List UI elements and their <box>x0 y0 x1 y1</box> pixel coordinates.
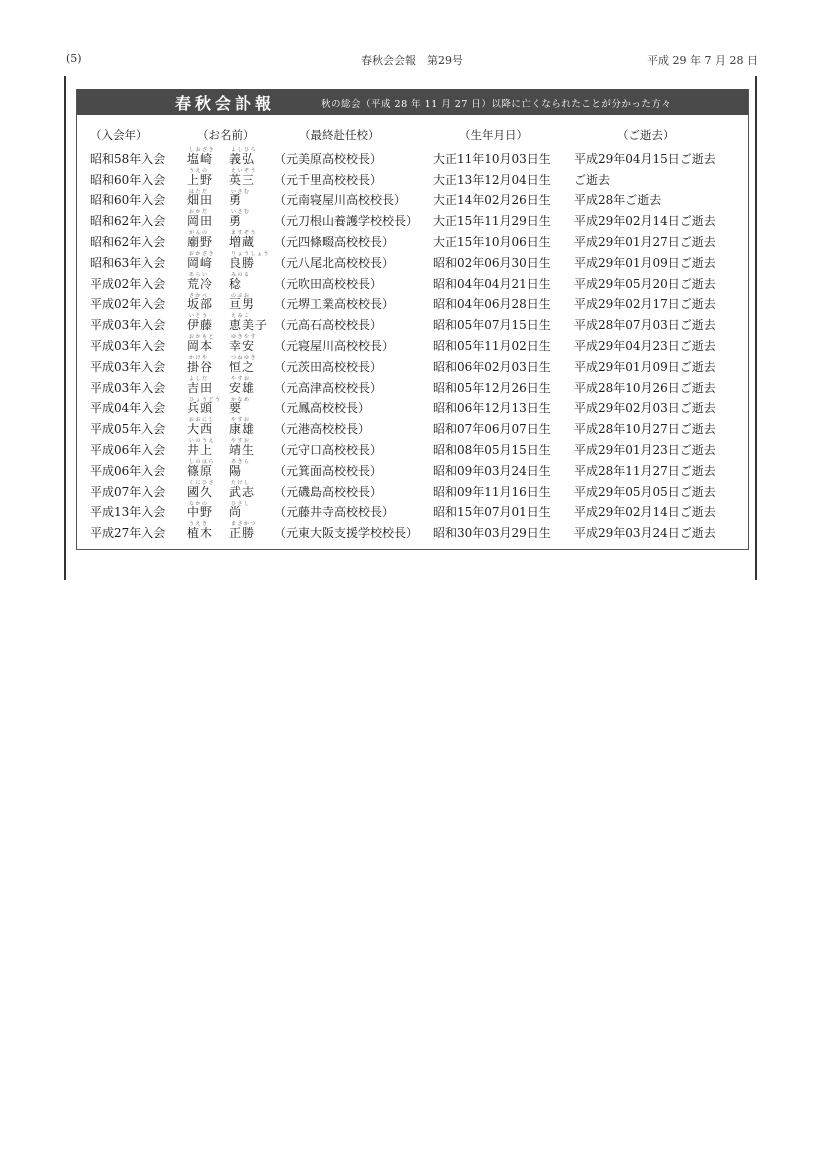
family-name: 岡﨑 <box>187 255 214 270</box>
family-name-reading: おかもと <box>189 334 216 341</box>
final-school: （元美原高校校長） <box>274 151 383 166</box>
given-name: 要 <box>229 401 243 416</box>
join-year: 平成02年入会 <box>90 276 166 291</box>
given-name: 靖生 <box>229 442 256 457</box>
death-date: 平成28年11月27日ご逝去 <box>574 463 716 478</box>
join-year: 平成04年入会 <box>90 401 166 416</box>
family-name-reading: くにひさ <box>189 479 216 486</box>
obituary-row <box>77 230 748 251</box>
final-school: （元千里高校校長） <box>274 172 383 187</box>
join-year: 昭和60年入会 <box>90 193 166 208</box>
given-name-reading: いさむ <box>231 209 251 216</box>
join-year: 平成06年入会 <box>90 442 166 457</box>
given-name-reading: りょうしょう <box>231 250 271 257</box>
final-school: （元八尾北高校校長） <box>274 255 395 270</box>
birth-date: 昭和09年03月24日生 <box>433 463 551 478</box>
family-name-reading: はただ <box>189 188 209 195</box>
death-date: 平成29年04月23日ご逝去 <box>574 338 716 353</box>
death-date: 平成29年01月09日ご逝去 <box>574 359 716 374</box>
family-name: 兵頭 <box>187 401 214 416</box>
family-name: 畑田 <box>187 193 214 208</box>
given-name: 陽 <box>229 463 243 478</box>
join-year: 平成13年入会 <box>90 505 166 520</box>
family-name-reading: いとう <box>189 313 209 320</box>
birth-date: 昭和06年02月03日生 <box>433 359 551 374</box>
given-name: 英三 <box>229 172 256 187</box>
given-name-reading: みのる <box>231 271 251 278</box>
family-name: 國久 <box>187 484 214 499</box>
join-year: 平成07年入会 <box>90 484 166 499</box>
column-header-name: （お名前） <box>197 128 255 142</box>
family-name-reading: うえき <box>189 521 209 528</box>
final-school: （元守口高校校長） <box>274 442 383 457</box>
given-name: 幸安 <box>229 338 256 353</box>
column-header-school: （最終赴任校） <box>299 128 380 142</box>
family-name-reading: うえの <box>189 167 209 174</box>
family-name-reading: さかべ <box>189 292 209 299</box>
family-name-reading: しのはら <box>189 458 216 465</box>
birth-date: 昭和07年06月07日生 <box>433 422 551 437</box>
given-name: 正勝 <box>229 526 256 541</box>
family-name-reading: いのうえ <box>189 438 216 445</box>
death-date: 平成29年02月03日ご逝去 <box>574 401 716 416</box>
death-date: 平成29年01月09日ご逝去 <box>574 255 716 270</box>
family-name: 塩崎 <box>187 151 214 166</box>
given-name-reading: つねゆき <box>231 354 258 361</box>
column-header-birth: （生年月日） <box>459 128 528 142</box>
given-name-reading: よしひろ <box>231 147 258 153</box>
birth-date: 大正11年10月03日生 <box>433 151 551 166</box>
family-name: 廟野 <box>187 234 214 249</box>
birth-date: 昭和06年12月13日生 <box>433 401 551 416</box>
final-school: （元刀根山養護学校校長） <box>274 214 419 229</box>
join-year: 昭和62年入会 <box>90 234 166 249</box>
birth-date: 昭和15年07月01日生 <box>433 505 551 520</box>
given-name-reading: たけし <box>231 479 251 486</box>
given-name-reading: ますぞう <box>231 230 258 237</box>
final-school: （元高津高校校長） <box>274 380 383 395</box>
given-name: 義弘 <box>229 151 256 166</box>
birth-date: 昭和05年11月02日生 <box>433 338 551 353</box>
join-year: 平成02年入会 <box>90 297 166 312</box>
join-year: 平成06年入会 <box>90 463 166 478</box>
birth-date: 昭和04年06月28日生 <box>433 297 551 312</box>
given-name-reading: やすお <box>231 438 251 445</box>
family-name-reading: おかだ <box>189 209 209 216</box>
given-name-reading: やすお <box>231 375 251 382</box>
page-number: (5) <box>66 52 82 65</box>
given-name-reading: ゆきやす <box>231 334 258 341</box>
family-name: 篠原 <box>187 463 214 478</box>
join-year: 平成27年入会 <box>90 526 166 541</box>
join-year: 平成05年入会 <box>90 422 166 437</box>
given-name: 尚 <box>229 505 243 520</box>
family-name-reading: がんの <box>189 230 209 237</box>
family-name: 大西 <box>187 422 214 437</box>
obituary-row <box>77 417 748 438</box>
given-name-reading: かなめ <box>231 396 251 403</box>
join-year: 昭和63年入会 <box>90 255 166 270</box>
death-date: 平成29年04月15日ご逝去 <box>574 151 716 166</box>
given-name: 武志 <box>229 484 256 499</box>
birth-date: 昭和30年03月29日生 <box>433 526 551 541</box>
page-header <box>66 52 758 70</box>
final-school: （元磯島高校校長） <box>274 484 383 499</box>
final-school: （元高石高校校長） <box>274 318 383 333</box>
family-name-reading: かけや <box>189 354 209 361</box>
family-name: 植木 <box>187 526 214 541</box>
right-rule <box>755 76 757 580</box>
family-name: 坂部 <box>187 297 214 312</box>
given-name-reading: まさかつ <box>231 521 258 528</box>
final-school: （元堺工業高校校長） <box>274 297 395 312</box>
given-name-reading: あきら <box>231 458 251 465</box>
death-date: 平成29年02月17日ご逝去 <box>574 297 716 312</box>
obituary-box <box>76 89 749 550</box>
given-name: 増蔵 <box>229 234 256 249</box>
obituary-row <box>77 334 748 355</box>
death-date: 平成29年03月24日ご逝去 <box>574 526 716 541</box>
obituary-row <box>77 209 748 230</box>
birth-date: 大正15年10月06日生 <box>433 234 551 249</box>
given-name-reading: えいぞう <box>231 167 258 174</box>
column-header-death: （ご逝去） <box>617 128 675 142</box>
given-name: 稔 <box>229 276 243 291</box>
family-name: 荒冷 <box>187 276 214 291</box>
family-name-reading: なかの <box>189 500 209 507</box>
death-date: 平成29年01月27日ご逝去 <box>574 234 716 249</box>
given-name: 恒之 <box>229 359 256 374</box>
death-date: 平成29年02月14日ご逝去 <box>574 214 716 229</box>
death-date: 平成28年10月27日ご逝去 <box>574 422 716 437</box>
final-school: （元港高校校長） <box>274 422 371 437</box>
family-name-reading: よしだ <box>189 375 209 382</box>
join-year: 平成03年入会 <box>90 359 166 374</box>
death-date: 平成29年05月05日ご逝去 <box>574 484 716 499</box>
final-school: （元寝屋川高校校長） <box>274 338 395 353</box>
death-date: 平成28年07月03日ご逝去 <box>574 318 716 333</box>
birth-date: 大正14年02月26日生 <box>433 193 551 208</box>
family-name: 岡田 <box>187 214 214 229</box>
given-name: 良勝 <box>229 255 256 270</box>
obituary-row <box>77 355 748 376</box>
birth-date: 昭和05年07月15日生 <box>433 318 551 333</box>
birth-date: 昭和02年06月30日生 <box>433 255 551 270</box>
given-name-reading: えみこ <box>231 313 251 320</box>
obituary-row <box>77 147 748 168</box>
obituary-row <box>77 397 748 418</box>
join-year: 平成03年入会 <box>90 380 166 395</box>
family-name-reading: おかざき <box>189 250 216 257</box>
family-name: 上野 <box>187 172 214 187</box>
obituary-subtitle: 秋の総会（平成 28 年 11 月 27 日）以降に亡くなられたことが分かった方々 <box>321 99 672 110</box>
left-rule <box>64 76 66 580</box>
obituary-row <box>77 438 748 459</box>
final-school: （元藤井寺高校校長） <box>274 505 395 520</box>
final-school: （元東大阪支援学校校長） <box>274 526 419 541</box>
final-school: （元四條畷高校校長） <box>274 234 395 249</box>
birth-date: 大正15年11月29日生 <box>433 214 551 229</box>
family-name: 伊藤 <box>187 318 214 333</box>
newsletter-title: 春秋会会報 第29号 <box>361 54 463 67</box>
obituary-row <box>77 376 748 397</box>
birth-date: 大正13年12月04日生 <box>433 172 551 187</box>
given-name-reading: のぶお <box>231 292 251 299</box>
obituary-row <box>77 521 748 542</box>
family-name-reading: ひょうどう <box>189 396 222 403</box>
family-name: 吉田 <box>187 380 214 395</box>
column-header-year: （入会年） <box>90 128 148 142</box>
obituary-list <box>77 147 748 542</box>
final-school: （元茨田高校校長） <box>274 359 383 374</box>
death-date: ご逝去 <box>574 172 611 187</box>
family-name: 掛谷 <box>187 359 214 374</box>
birth-date: 昭和09年11月16日生 <box>433 484 551 499</box>
obituary-title: 春秋会訃報 <box>175 94 276 113</box>
given-name: 勇 <box>229 193 243 208</box>
obituary-row <box>77 501 748 522</box>
given-name: 康雄 <box>229 422 256 437</box>
join-year: 平成03年入会 <box>90 338 166 353</box>
death-date: 平成29年05月20日ご逝去 <box>574 276 716 291</box>
given-name: 恵美子 <box>229 318 269 333</box>
given-name-reading: やすお <box>231 417 251 424</box>
death-date: 平成28年10月26日ご逝去 <box>574 380 716 395</box>
obituary-row <box>77 480 748 501</box>
death-date: 平成29年02月14日ご逝去 <box>574 505 716 520</box>
birth-date: 昭和08年05月15日生 <box>433 442 551 457</box>
family-name-reading: おおにし <box>189 417 216 424</box>
birth-date: 昭和04年04月21日生 <box>433 276 551 291</box>
death-date: 平成28年ご逝去 <box>574 193 662 208</box>
join-year: 昭和60年入会 <box>90 172 166 187</box>
join-year: 平成03年入会 <box>90 318 166 333</box>
obituary-row <box>77 168 748 189</box>
given-name-reading: いさむ <box>231 188 251 195</box>
final-school: （元吹田高校校長） <box>274 276 383 291</box>
given-name-reading: ひさし <box>231 500 251 507</box>
issue-date: 平成 29 年 7 月 28 日 <box>647 54 758 67</box>
death-date: 平成29年01月23日ご逝去 <box>574 442 716 457</box>
given-name: 安雄 <box>229 380 256 395</box>
birth-date: 昭和05年12月26日生 <box>433 380 551 395</box>
family-name: 岡本 <box>187 338 214 353</box>
final-school: （元箕面高校校長） <box>274 463 383 478</box>
obituary-row <box>77 313 748 334</box>
obituary-row <box>77 293 748 314</box>
obituary-row <box>77 459 748 480</box>
obituary-row <box>77 272 748 293</box>
family-name: 井上 <box>187 442 214 457</box>
obituary-row <box>77 251 748 272</box>
family-name: 中野 <box>187 505 214 520</box>
final-school: （元鳳高校校長） <box>274 401 371 416</box>
given-name: 勇 <box>229 214 243 229</box>
join-year: 昭和58年入会 <box>90 151 166 166</box>
family-name-reading: しおざき <box>189 147 216 153</box>
obituary-row <box>77 189 748 210</box>
given-name: 亘男 <box>229 297 256 312</box>
final-school: （元南寝屋川高校校長） <box>274 193 407 208</box>
join-year: 昭和62年入会 <box>90 214 166 229</box>
family-name-reading: あらい <box>189 271 209 278</box>
obituary-banner <box>77 89 748 115</box>
